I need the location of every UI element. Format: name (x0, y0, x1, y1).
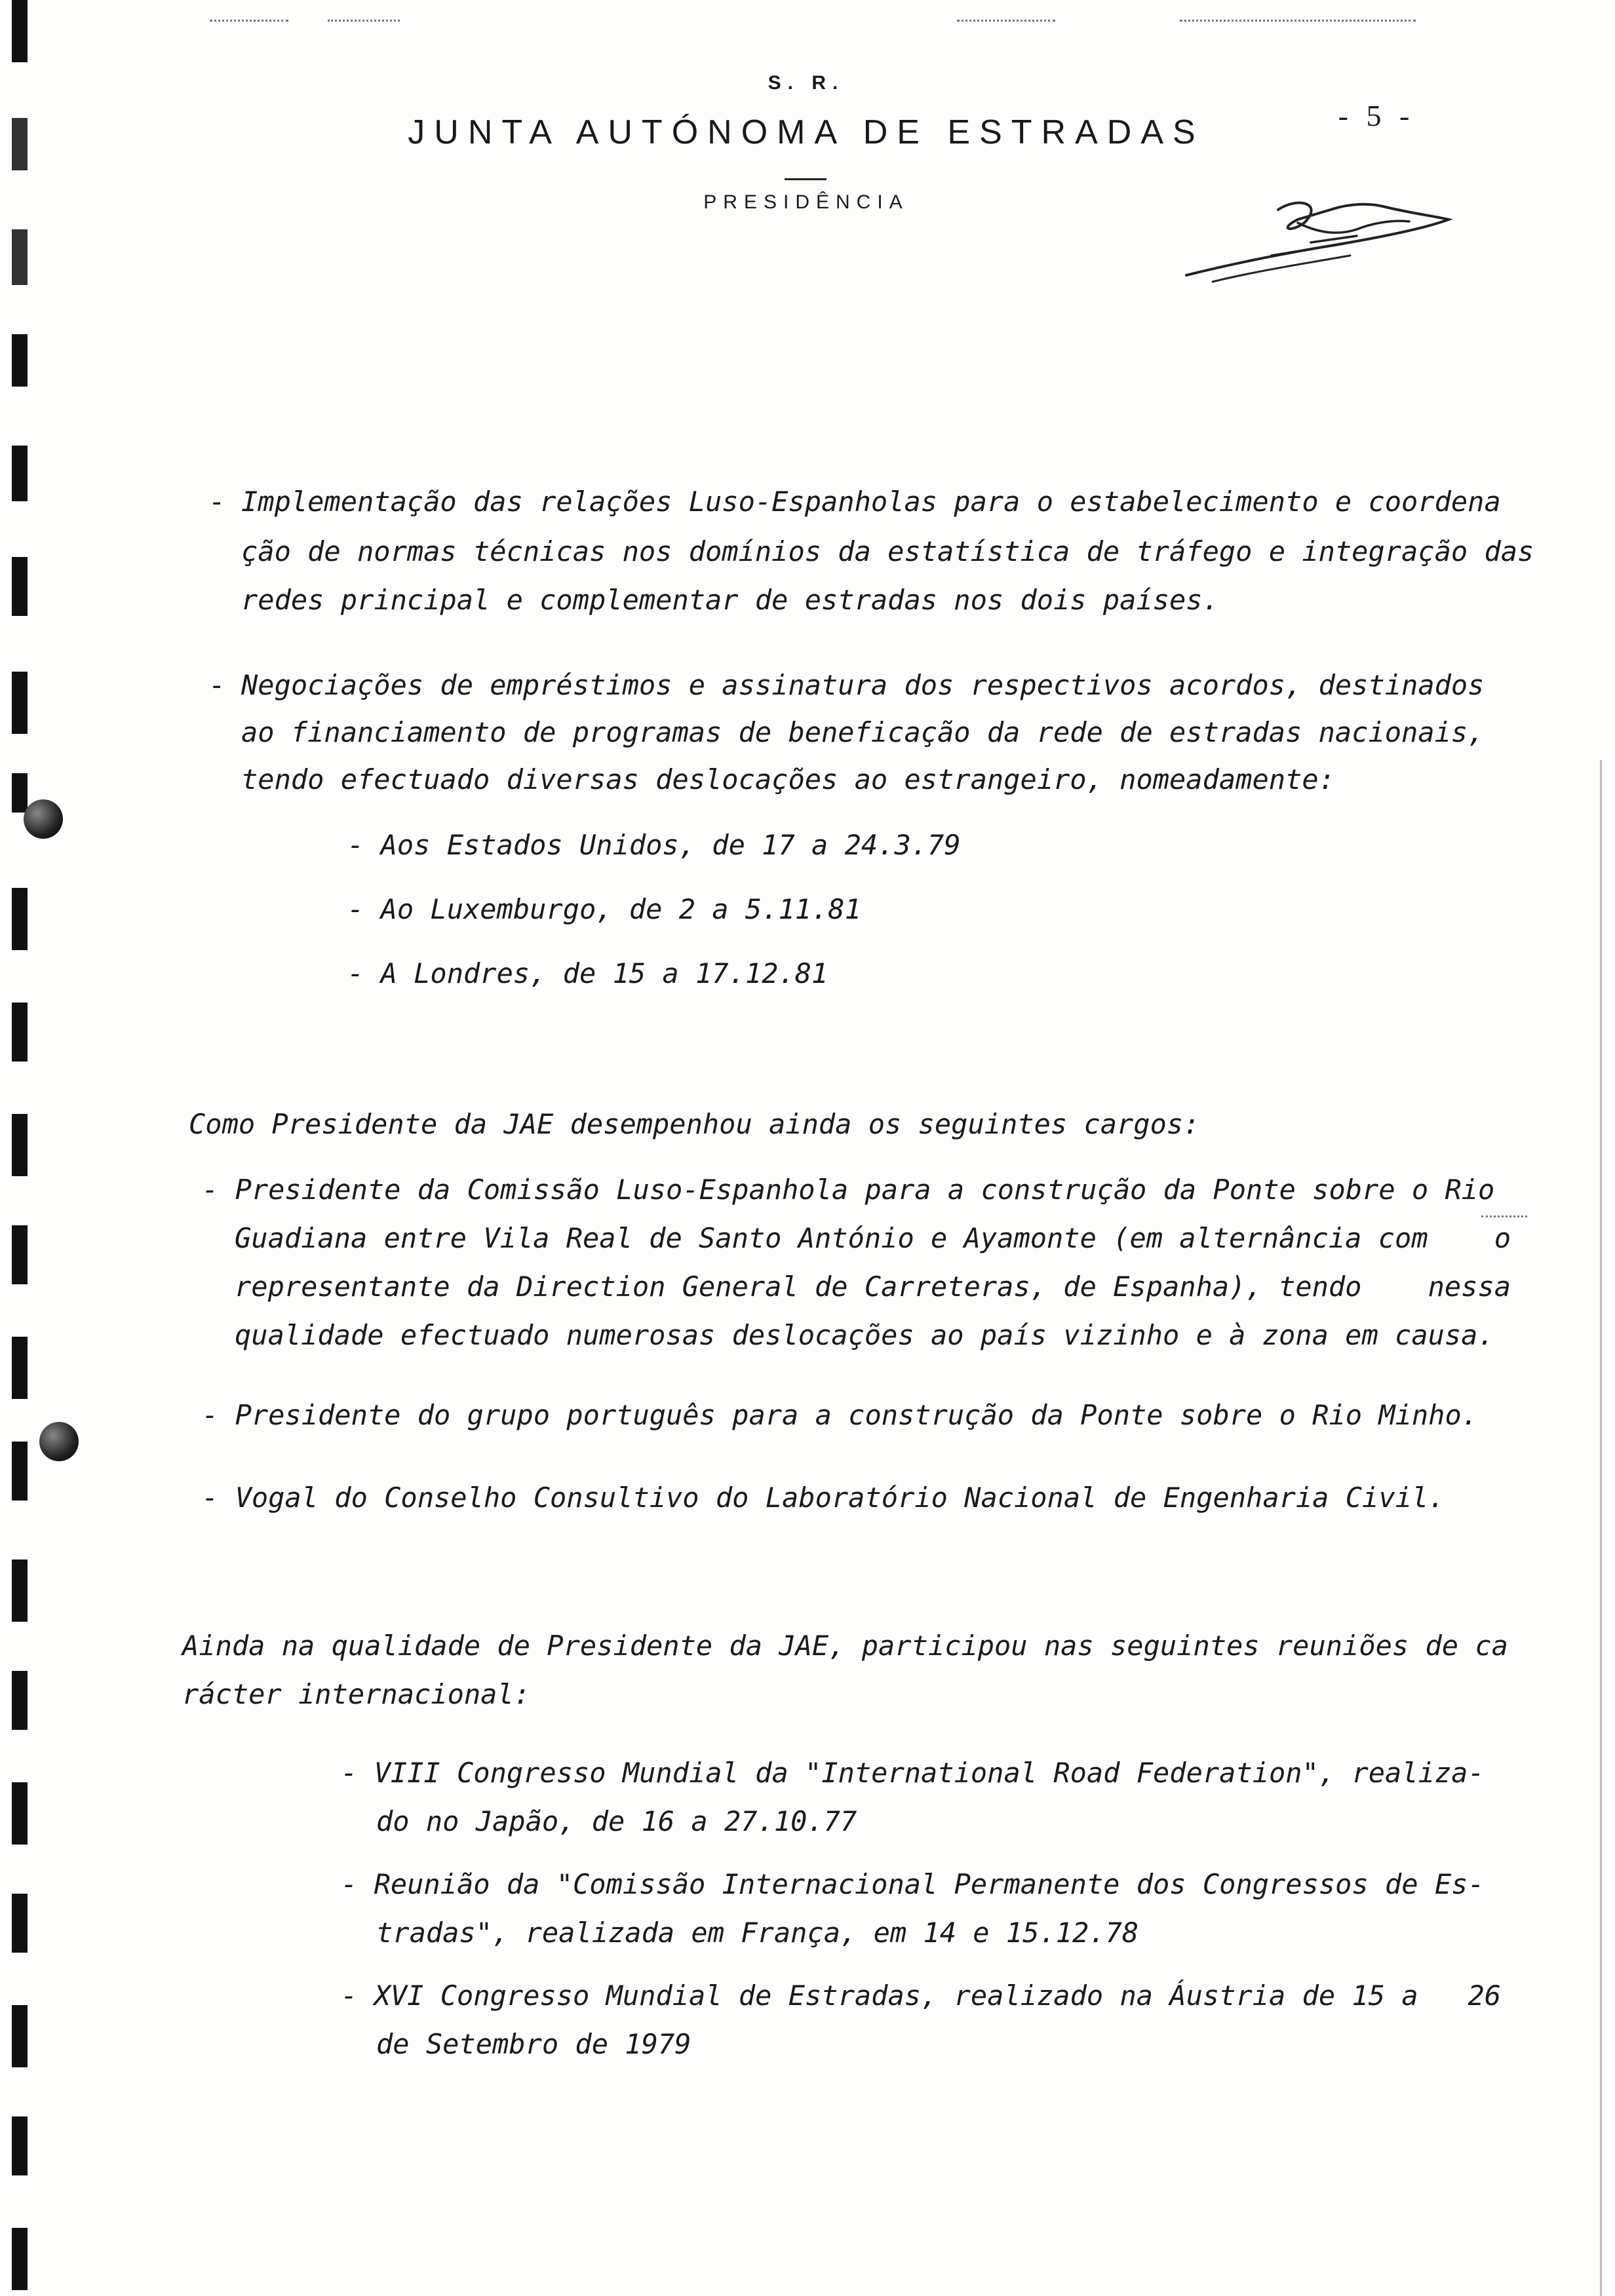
page-edge (1600, 760, 1602, 2296)
binding-mark (12, 334, 28, 387)
binding-mark (12, 1337, 28, 1399)
scan-speckle (957, 20, 1055, 24)
list-item: - Vogal do Conselho Consultivo do Laboratório Nacional de Engenharia Civil. (202, 1482, 1445, 1514)
bullet-dash: - (208, 669, 225, 701)
binding-mark (12, 1442, 28, 1501)
paragraph-line: Negociações de empréstimos e assinatura dos respectivos acordos, destinados (241, 669, 1485, 701)
binding-mark (12, 773, 28, 813)
page-number: - 5 - (1338, 99, 1415, 132)
meeting-item: - VIII Congresso Mundial da "International Road Federation", realiza- (341, 1757, 1485, 1789)
binding-mark (12, 1782, 28, 1845)
binding-mark (12, 2005, 28, 2067)
binding-mark (12, 1559, 28, 1622)
paragraph-line: ção de normas técnicas nos domínios da estatística de tráfego e integração das (241, 535, 1534, 567)
trip-item: - Aos Estados Unidos, de 17 a 24.3.79 (347, 829, 961, 861)
binding-mark (12, 2116, 28, 2175)
meeting-item: - Reunião da "Comissão Internacional Permanente dos Congressos de Es- (341, 1868, 1485, 1900)
section-intro: rácter internacional: (182, 1678, 531, 1710)
letterhead-sr: S. R. (768, 72, 845, 94)
binding-mark (12, 118, 28, 170)
paragraph-line: Guadiana entre Vila Real de Santo António e Ayamonte (em alternância com o (235, 1222, 1511, 1254)
meeting-item: de Setembro de 1979 (376, 2028, 691, 2060)
paragraph-line: redes principal e complementar de estradas nos dois países. (241, 584, 1219, 616)
meeting-item: - XVI Congresso Mundial de Estradas, realizado na Áustria de 15 a 26 (341, 1980, 1502, 2012)
letterhead-rule (785, 178, 827, 180)
trip-item: - A Londres, de 15 a 17.12.81 (347, 957, 828, 989)
binding-mark (12, 672, 28, 734)
scan-speckle (328, 20, 400, 24)
binding-mark (12, 446, 28, 501)
letterhead-department: PRESIDÊNCIA (703, 191, 909, 213)
meeting-item: tradas", realizada em França, em 14 e 15.12.78 (376, 1917, 1139, 1949)
binding-ring (24, 799, 63, 839)
paragraph-line: representante da Direction General de Carreteras, de Espanha), tendo nessa (235, 1271, 1511, 1303)
meeting-item: do no Japão, de 16 a 27.10.77 (376, 1805, 857, 1837)
section-intro: Ainda na qualidade de Presidente da JAE, participou nas seguintes reuniões de ca (182, 1630, 1508, 1662)
letterhead-organization: JUNTA AUTÓNOMA DE ESTRADAS (408, 113, 1205, 151)
binding-mark (12, 557, 28, 616)
binding-mark (12, 1671, 28, 1730)
paragraph-line: - Presidente da Comissão Luso-Espanhola para a construção da Ponte sobre o Rio (202, 1174, 1495, 1206)
paragraph-line: ao financiamento de programas de beneficação da rede de estradas nacionais, (241, 716, 1485, 748)
bullet-dash: - (208, 486, 225, 518)
binding-mark (12, 2228, 28, 2290)
scan-speckle (1180, 20, 1416, 24)
binding-mark (12, 229, 28, 285)
scan-speckle (210, 20, 288, 24)
list-item: - Presidente do grupo português para a construção da Ponte sobre o Rio Minho. (202, 1399, 1479, 1431)
binding-mark (12, 0, 28, 62)
binding-ring (39, 1422, 79, 1461)
binding-mark (12, 1894, 28, 1953)
binding-mark (12, 1003, 28, 1062)
paragraph-line: qualidade efectuado numerosas deslocações ao país vizinho e à zona em causa. (235, 1319, 1494, 1351)
paragraph-line: tendo efectuado diversas deslocações ao estrangeiro, nomeadamente: (241, 763, 1335, 795)
paragraph-line: Implementação das relações Luso-Espanholas para o estabelecimento e coordena (241, 486, 1501, 518)
trip-item: - Ao Luxemburgo, de 2 a 5.11.81 (347, 893, 861, 925)
binding-mark (12, 1114, 28, 1176)
section-intro: Como Presidente da JAE desempenhou ainda os seguintes cargos: (189, 1108, 1200, 1140)
signature (1173, 183, 1468, 295)
binding-mark (12, 888, 28, 950)
binding-mark (12, 1225, 28, 1284)
